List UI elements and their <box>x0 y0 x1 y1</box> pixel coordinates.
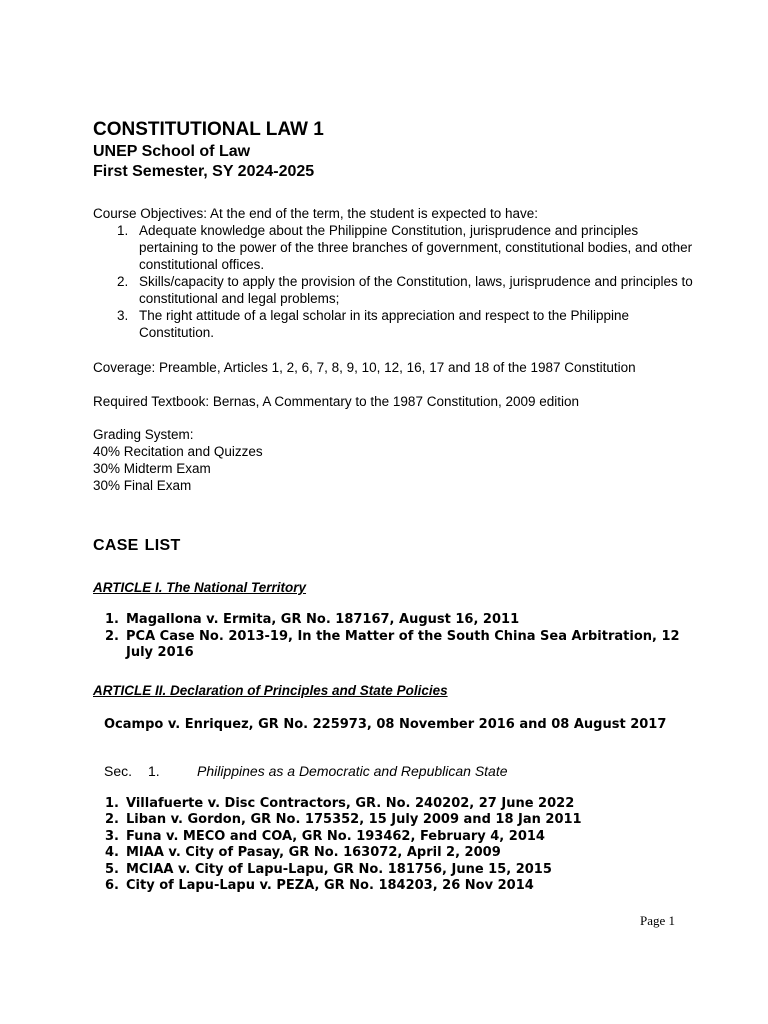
section-title: Philippines as a Democratic and Republican State <box>197 762 508 779</box>
semester-label: First Semester, SY 2024-2025 <box>93 163 315 180</box>
case-list-article-1 <box>93 612 693 662</box>
case-item <box>93 862 693 879</box>
case-number: 2. <box>105 812 119 827</box>
course-objectives <box>93 205 693 341</box>
case-heading-word: LIST <box>144 537 181 554</box>
grading-item: 30% Final Exam <box>93 478 192 493</box>
case-number: 5. <box>105 861 119 877</box>
grading-heading: Grading System: <box>93 427 194 442</box>
case-text: Magallona v. Ermita, GR No. 187167, August 16, 2011 <box>126 612 520 627</box>
article-heading: ARTICLE I. The National Territory <box>93 580 307 595</box>
case-number: 6. <box>105 878 119 893</box>
case-text: City of Lapu-Lapu v. PEZA, GR No. 184203, 26 Nov 2014 <box>126 878 534 893</box>
coverage-text: Coverage: Preamble, Articles 1, 2, 6, 7, 8, 9, 10, 12, 16, 17 and 18 of the 1987 Constitution <box>93 360 636 375</box>
textbook-text: Required Textbook: Bernas, A Commentary to the 1987 Constitution, 2009 edition <box>93 394 580 409</box>
section-number: 1. <box>148 762 160 779</box>
document-page <box>93 118 693 895</box>
case-item <box>93 812 693 829</box>
grading-item: 30% Midterm Exam <box>93 461 211 476</box>
case-heading-word: CASE <box>93 537 139 554</box>
case-item <box>93 829 693 846</box>
objective-text: Skills/capacity to apply the provision of the Constitution, laws, jurisprudence and principles to constitutional and legal problems; <box>139 274 693 306</box>
case-text: PCA Case No. 2013-19, In the Matter of the South China Sea Arbitration, 12 July 2016 <box>126 628 680 660</box>
case-text: MIAA v. City of Pasay, GR No. 163072, April 2, 2009 <box>126 845 501 860</box>
case-item <box>93 796 693 813</box>
case-text: MCIAA v. City of Lapu-Lapu, GR No. 181756, June 15, 2015 <box>126 861 552 877</box>
case-text: Funa v. MECO and COA, GR No. 193462, February 4, 2014 <box>126 828 545 844</box>
objective-number: 1. <box>117 223 129 238</box>
case-text: Liban v. Gordon, GR No. 175352, 15 July 2009 and 18 Jan 2011 <box>126 812 582 827</box>
objectives-intro: Course Objectives: At the end of the term, the student is expected to have: <box>93 206 539 221</box>
grading-item: 40% Recitation and Quizzes <box>93 444 263 459</box>
case-text: Villafuerte v. Disc Contractors, GR. No. 240202, 27 June 2022 <box>126 795 575 811</box>
case-list-heading <box>93 536 693 556</box>
objective-item <box>93 273 693 307</box>
objective-item <box>93 307 693 341</box>
case-number: 1. <box>105 795 119 811</box>
case-number: 1. <box>105 612 119 627</box>
case-item <box>93 878 693 895</box>
document-title: CONSTITUTIONAL LAW 1 <box>93 119 324 140</box>
article-heading: ARTICLE II. Declaration of Principles and State Policies <box>93 682 448 698</box>
case-item <box>93 629 693 662</box>
school-name: UNEP School of Law <box>93 143 251 160</box>
objective-text: The right attitude of a legal scholar in its appreciation and respect to the Philippine Constitution. <box>139 308 630 340</box>
objective-item <box>93 222 693 273</box>
section-heading <box>93 762 693 780</box>
lead-case: Ocampo v. Enriquez, GR No. 225973, 08 November 2016 and 08 August 2017 <box>104 716 667 732</box>
section-label: Sec. <box>104 762 133 779</box>
case-item <box>93 845 693 862</box>
grading-system <box>93 426 693 494</box>
objective-number: 2. <box>117 274 129 289</box>
case-number: 2. <box>105 628 119 644</box>
objective-text: Adequate knowledge about the Philippine Constitution, jurisprudence and principles pertaining to the power of the three branches of government, constitutional bodies, and other constitutional offices. <box>139 223 693 272</box>
case-list-section-1 <box>93 796 693 895</box>
objective-number: 3. <box>117 308 129 323</box>
case-number: 4. <box>105 845 119 860</box>
case-number: 3. <box>105 828 119 844</box>
objectives-list <box>93 222 693 341</box>
page-number: Page 1 <box>639 913 675 928</box>
case-item <box>93 612 693 629</box>
